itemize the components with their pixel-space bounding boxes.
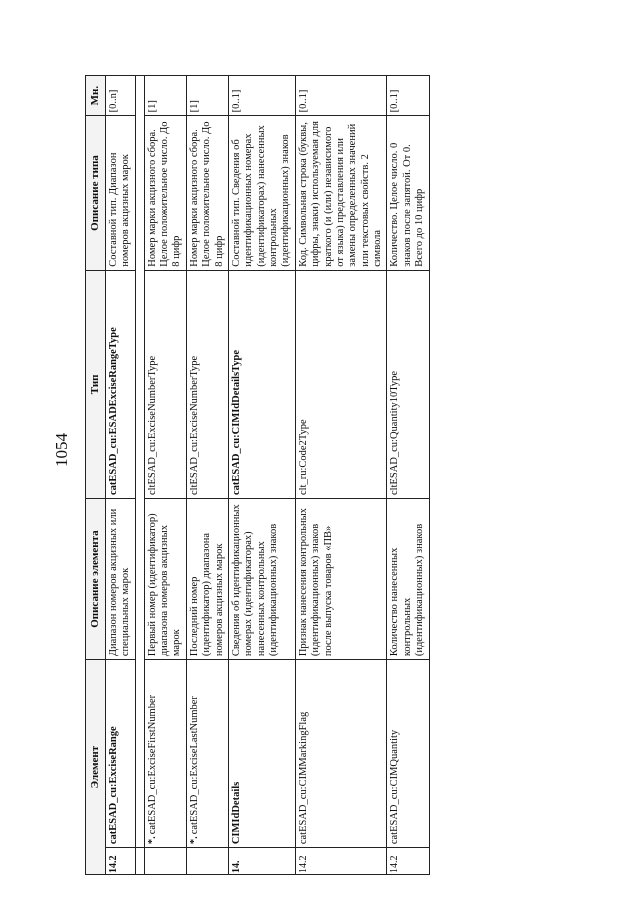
row-type-desc: Код. Символьная строка (буквы, цифры, знаки) используемая для краткого (и (или) независимого от языка) представления или замены определенных значений или текстовых свойств. 2 символа: [295, 116, 387, 270]
row-type: cltESAD_cu:ExciseNumberType: [186, 270, 228, 498]
row-type-desc: Составной тип. Диапазон номеров акцизных марок: [105, 116, 135, 270]
spacer-row: [135, 76, 144, 875]
row-element-text: catESAD_cu:ExciseLastNumber: [188, 696, 200, 835]
row-type-desc: Номер марки акцизного сбора. Целое положительное число. До 8 цифр: [144, 116, 186, 270]
row-element-desc: Сведения об идентификационных номерах (идентификаторах) нанесенных контрольных (идентификационных) знаков: [228, 499, 295, 660]
table-row: [144, 76, 186, 875]
row-number: 14.2: [105, 848, 135, 875]
row-element-desc: Диапазон номеров акцизных или специальных марок: [105, 499, 135, 660]
spacer-cell: [135, 76, 144, 848]
row-number: [144, 848, 186, 875]
row-type: catESAD_cu:CIMIdDetailsType: [228, 270, 295, 498]
header-element: Элемент: [86, 660, 106, 875]
elements-table: [85, 75, 430, 875]
row-mult: [0..1]: [295, 76, 387, 116]
row-mult: [1]: [186, 76, 228, 116]
row-element-desc: Последний номер (идентификатор) диапазона номеров акцизных марок: [186, 499, 228, 660]
row-element: catESAD_cu:CIMMarkingFlag: [295, 660, 387, 848]
row-element: catESAD_cu:CIMQuantity: [387, 660, 429, 848]
row-element-desc: Признак нанесения контрольных (идентификационных) знаков после выпуска товаров «ПВ»: [295, 499, 387, 660]
row-type-desc: Номер марки акцизного сбора. Целое положительное число. До 8 цифр: [186, 116, 228, 270]
row-marker: *.: [188, 836, 200, 845]
row-type-desc: Количество. Целое число. 0 знаков после запятой. От 0. Всего до 10 цифр: [387, 116, 429, 270]
page-number: 1054: [52, 433, 71, 467]
row-number: [186, 848, 228, 875]
row-mult: [0..1]: [228, 76, 295, 116]
row-element-desc: Первый номер (идентификатор) диапазона номеров акцизных марок: [144, 499, 186, 660]
rotated-table-container: [85, 75, 540, 875]
row-mult: [1]: [144, 76, 186, 116]
row-element: [144, 660, 186, 848]
table-row: [295, 76, 387, 875]
row-number: 14.: [228, 848, 295, 875]
header-mult: Мн.: [86, 76, 106, 116]
row-number: 14.2: [387, 848, 429, 875]
row-element: catESAD_cu:ExciseRange: [105, 660, 135, 848]
row-element-text: catESAD_cu:ExciseFirstNumber: [146, 694, 158, 835]
header-type-desc: Описание типа: [86, 116, 106, 270]
table-row: [105, 76, 135, 875]
table-row: [228, 76, 295, 875]
row-mult: [0..1]: [387, 76, 429, 116]
table-row: [186, 76, 228, 875]
row-type: cltESAD_cu:ExciseNumberType: [144, 270, 186, 498]
table-header-row: [86, 76, 106, 875]
header-element-desc: Описание элемента: [86, 499, 106, 660]
row-element: [186, 660, 228, 848]
row-type-desc: Составной тип. Сведения об идентификационных номерах (идентификаторах) нанесенных контрольных (идентификационных) знаков: [228, 116, 295, 270]
row-type: clt_ru:Code2Type: [295, 270, 387, 498]
header-type: Тип: [86, 270, 106, 498]
row-marker: *.: [146, 836, 158, 845]
row-element-desc: Количество нанесенных контрольных (идентификационных) знаков: [387, 499, 429, 660]
row-mult: [0..n]: [105, 76, 135, 116]
row-element: CIMIdDetails: [228, 660, 295, 848]
spacer-cell: [135, 848, 144, 875]
row-type: cltESAD_cu:Quantity10Type: [387, 270, 429, 498]
row-number: 14.2: [295, 848, 387, 875]
table-row: [387, 76, 429, 875]
row-type: catESAD_cu:ESADExciseRangeType: [105, 270, 135, 498]
